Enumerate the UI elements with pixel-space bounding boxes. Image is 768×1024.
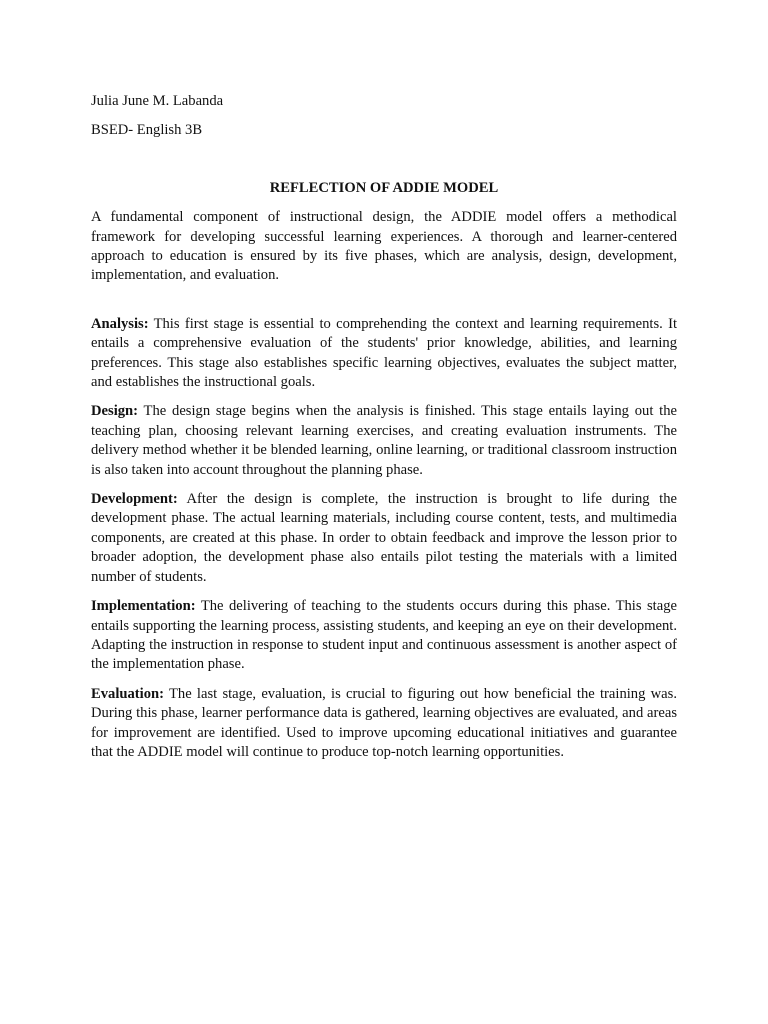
section-evaluation	[91, 685, 677, 763]
intro-paragraph: A fundamental component of instructional design, the ADDIE model offers a methodical framework for developing successful learning experiences. A thorough and learner-centered approach to education is ensured by its five phases, which are analysis, design, development, implementation, and evaluation.	[91, 209, 677, 284]
section-term: Analysis:	[91, 315, 149, 332]
section-analysis	[91, 315, 677, 393]
document-page	[91, 92, 677, 772]
section-text: The last stage, evaluation, is crucial to figuring out how beneficial the training was. During this phase, learner performance data is gathered, learning objectives are evaluated, and areas for improvement are identified. Used to improve upcoming educational initiatives and guarantee that the ADDIE model will continue to produce top-notch learning opportunities.	[91, 685, 677, 760]
section-design	[91, 402, 677, 480]
section-term: Design:	[91, 403, 139, 420]
section-term: Development:	[91, 491, 178, 508]
section-term: Implementation:	[91, 598, 196, 615]
section-development	[91, 490, 677, 587]
section-text: After the design is complete, the instruction is brought to life during the development phase. The actual learning materials, including course content, tests, and multimedia components, are created at this phase. In order to obtain feedback and improve the lesson prior to broader adoption, the development phase also entails pilot testing the materials with a limited number of students.	[91, 491, 677, 585]
section-implementation	[91, 597, 677, 675]
author-course: BSED- English 3B	[91, 122, 203, 139]
section-text: The delivering of teaching to the students occurs during this phase. This stage entails supporting the learning process, assisting students, and keeping an eye on their development. Adapting the instruction in response to student input and continuous assessment is another aspect of the implementation phase.	[91, 598, 677, 673]
section-text: This first stage is essential to comprehending the context and learning requirements. It entails a comprehensive evaluation of the students' prior knowledge, abilities, and learning preferences. This stage also establishes specific learning objectives, evaluates the subject matter, and establishes the instructional goals.	[91, 315, 677, 391]
section-term: Evaluation:	[91, 685, 164, 702]
author-name: Julia June M. Labanda	[91, 93, 224, 109]
section-text: The design stage begins when the analysis is finished. This stage entails laying out the teaching plan, choosing relevant learning exercises, and creating evaluation instruments. The delivery method whether it be blended learning, online learning, or traditional classroom instruction is also taken into account throughout the planning phase.	[91, 403, 677, 478]
document-title: REFLECTION OF ADDIE MODEL	[269, 179, 499, 196]
